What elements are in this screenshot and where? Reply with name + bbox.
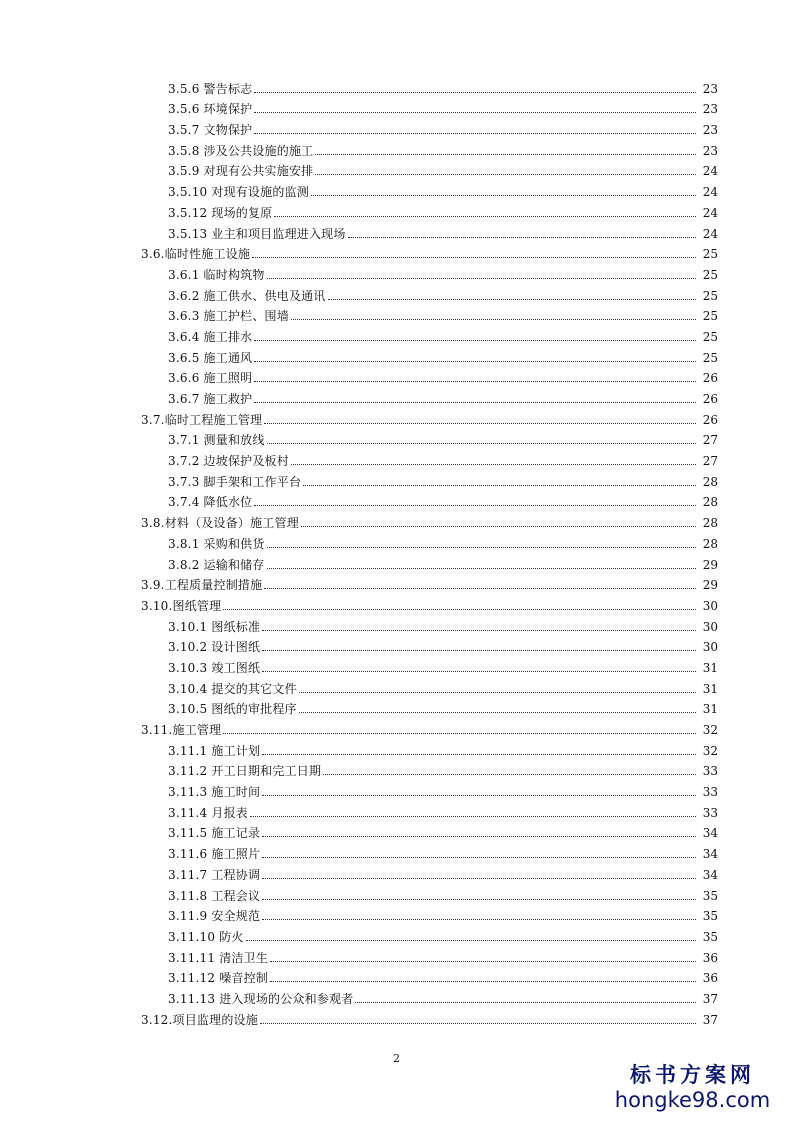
toc-entry-page: 29 bbox=[702, 578, 718, 593]
toc-dot-leader bbox=[274, 216, 696, 217]
toc-entry[interactable] bbox=[0, 716, 793, 737]
toc-entry[interactable] bbox=[0, 468, 793, 489]
toc-dot-leader bbox=[246, 940, 696, 941]
toc-dot-leader bbox=[254, 402, 696, 403]
toc-entry[interactable] bbox=[0, 985, 793, 1006]
toc-entry[interactable] bbox=[0, 509, 793, 530]
toc-dot-leader bbox=[291, 464, 696, 465]
toc-dot-leader bbox=[250, 816, 696, 817]
toc-entry-title: 3.11.9 安全规范 bbox=[168, 909, 261, 924]
toc-entry-page: 35 bbox=[702, 929, 718, 944]
toc-entry-title: 3.11.2 开工日期和完工日期 bbox=[168, 764, 322, 779]
toc-entry-page: 32 bbox=[702, 723, 718, 737]
toc-entry-title: 3.7.2 边坡保护及板村 bbox=[168, 454, 289, 469]
toc-dot-leader bbox=[328, 299, 696, 300]
toc-dot-leader bbox=[223, 609, 696, 610]
toc-dot-leader bbox=[301, 526, 696, 527]
toc-dot-leader bbox=[299, 712, 696, 713]
toc-entry[interactable] bbox=[0, 489, 793, 510]
toc-entry[interactable] bbox=[0, 365, 793, 386]
toc-entry[interactable] bbox=[0, 613, 793, 634]
toc-entry-title: 3.6.临时性施工设施 bbox=[141, 247, 251, 262]
toc-entry-title: 3.6.7 施工救护 bbox=[168, 392, 253, 406]
toc-entry-title: 3.11.11 清洁卫生 bbox=[168, 950, 269, 965]
toc-dot-leader bbox=[262, 899, 696, 900]
toc-entry-page: 31 bbox=[702, 702, 718, 717]
toc-entry-title: 3.11.1 施工计划 bbox=[168, 743, 261, 758]
toc-entry[interactable] bbox=[0, 427, 793, 448]
toc-entry[interactable] bbox=[0, 241, 793, 262]
toc-entry[interactable] bbox=[0, 137, 793, 158]
toc-entry-page: 35 bbox=[702, 888, 718, 903]
toc-entry-title: 3.6.3 施工护栏、围墙 bbox=[168, 309, 289, 324]
toc-entry-title: 3.11.3 施工时间 bbox=[168, 785, 261, 800]
toc-entry-title: 3.5.12 现场的复原 bbox=[168, 205, 273, 220]
toc-entry[interactable] bbox=[0, 696, 793, 717]
toc-entry-title: 3.5.13 业主和项目监理进入现场 bbox=[168, 226, 346, 241]
toc-dot-leader bbox=[264, 423, 696, 424]
toc-entry-title: 3.7.1 测量和放线 bbox=[168, 433, 265, 448]
site-watermark bbox=[610, 1063, 775, 1113]
toc-dot-leader bbox=[262, 878, 696, 879]
toc-dot-leader bbox=[254, 133, 696, 134]
toc-entry-page: 25 bbox=[702, 288, 718, 303]
toc-entry-title: 3.5.6 警告标志 bbox=[168, 81, 253, 96]
toc-entry-title: 3.10.2 设计图纸 bbox=[168, 640, 261, 655]
toc-entry-title: 3.11.6 施工照片 bbox=[168, 847, 261, 862]
toc-entry[interactable] bbox=[0, 1006, 793, 1027]
toc-entry-title: 3.10.5 图纸的审批程序 bbox=[168, 702, 297, 717]
toc-entry-title: 3.6.4 施工排水 bbox=[168, 329, 253, 344]
toc-entry-title: 3.7.3 脚手架和工作平台 bbox=[168, 474, 302, 489]
toc-entry-title: 3.5.8 涉及公共设施的施工 bbox=[168, 143, 314, 158]
toc-entry[interactable] bbox=[0, 303, 793, 324]
toc-entry[interactable] bbox=[0, 882, 793, 903]
toc-entry-page: 30 bbox=[702, 640, 718, 655]
toc-entry-title: 3.6.1 临时构筑物 bbox=[168, 267, 265, 282]
toc-entry[interactable] bbox=[0, 96, 793, 117]
toc-entry-page: 23 bbox=[702, 81, 718, 96]
toc-entry-page: 30 bbox=[702, 598, 718, 613]
toc-entry[interactable] bbox=[0, 530, 793, 551]
toc-dot-leader bbox=[355, 1002, 696, 1003]
toc-entry-title: 3.7.4 降低水位 bbox=[168, 495, 253, 510]
toc-entry-page: 35 bbox=[702, 909, 718, 924]
toc-entry[interactable] bbox=[0, 551, 793, 572]
toc-entry[interactable] bbox=[0, 675, 793, 696]
toc-entry-page: 23 bbox=[702, 123, 718, 138]
toc-entry-title: 3.11.8 工程会议 bbox=[168, 888, 261, 903]
toc-entry-page: 36 bbox=[702, 971, 718, 986]
toc-entry-page: 24 bbox=[702, 164, 718, 179]
toc-dot-leader bbox=[323, 774, 696, 775]
toc-entry-page: 32 bbox=[702, 743, 718, 758]
toc-entry-title: 3.9.工程质量控制措施 bbox=[141, 578, 263, 593]
toc-dot-leader bbox=[315, 154, 696, 155]
toc-entry[interactable] bbox=[0, 220, 793, 241]
toc-dot-leader bbox=[262, 919, 696, 920]
toc-entry[interactable] bbox=[0, 178, 793, 199]
toc-entry-page: 24 bbox=[702, 226, 718, 241]
toc-entry-page: 25 bbox=[702, 247, 718, 262]
toc-entry-title: 3.8.材料（及设备）施工管理 bbox=[141, 516, 299, 531]
toc-entry-page: 28 bbox=[702, 536, 718, 551]
toc-entry-page: 24 bbox=[702, 205, 718, 220]
toc-dot-leader bbox=[264, 588, 696, 589]
toc-entry[interactable] bbox=[0, 323, 793, 344]
toc-dot-leader bbox=[299, 692, 696, 693]
toc-entry[interactable] bbox=[0, 799, 793, 820]
toc-dot-leader bbox=[262, 857, 696, 858]
toc-entry[interactable] bbox=[0, 861, 793, 882]
toc-entry-title: 3.11.12 噪音控制 bbox=[168, 971, 269, 986]
toc-entry-title: 3.11.5 施工记录 bbox=[168, 826, 261, 841]
toc-entry[interactable] bbox=[0, 572, 793, 593]
toc-entry-page: 25 bbox=[702, 267, 718, 282]
toc-entry-page: 37 bbox=[702, 1012, 718, 1027]
toc-dot-leader bbox=[260, 1023, 696, 1024]
toc-dot-leader bbox=[348, 237, 696, 238]
toc-entry[interactable] bbox=[0, 116, 793, 137]
toc-entry-title: 3.11.13 进入现场的公众和参观者 bbox=[168, 991, 354, 1006]
toc-entry-title: 3.8.2 运输和储存 bbox=[168, 557, 265, 572]
toc-entry-page: 28 bbox=[702, 516, 718, 531]
toc-entry-title: 3.6.2 施工供水、供电及通讯 bbox=[168, 288, 326, 303]
toc-entry-title: 3.5.7 文物保护 bbox=[168, 123, 253, 138]
toc-dot-leader bbox=[262, 650, 696, 651]
toc-entry-page: 23 bbox=[702, 143, 718, 158]
toc-dot-leader bbox=[311, 195, 696, 196]
toc-entry-page: 31 bbox=[702, 660, 718, 675]
toc-entry[interactable] bbox=[0, 737, 793, 758]
toc-entry-page: 33 bbox=[702, 785, 718, 800]
toc-entry-title: 3.11.7 工程协调 bbox=[168, 867, 261, 882]
toc-entry-page: 26 bbox=[702, 392, 718, 406]
toc-entry-page: 25 bbox=[702, 329, 718, 344]
toc-entry-title: 3.5.9 对现有公共实施安排 bbox=[168, 164, 314, 179]
table-of-contents bbox=[0, 75, 793, 1027]
toc-dot-leader bbox=[315, 174, 696, 175]
toc-entry-title: 3.12.项目监理的设施 bbox=[141, 1012, 258, 1027]
toc-entry-page: 36 bbox=[702, 950, 718, 965]
toc-dot-leader bbox=[262, 754, 696, 755]
toc-entry-page: 33 bbox=[702, 805, 718, 820]
toc-entry-title: 3.6.6 施工照明 bbox=[168, 371, 253, 386]
toc-entry[interactable] bbox=[0, 903, 793, 924]
toc-entry-page: 31 bbox=[702, 681, 718, 696]
toc-entry-title: 3.11.施工管理 bbox=[141, 723, 222, 737]
toc-dot-leader bbox=[254, 381, 696, 382]
toc-dot-leader bbox=[254, 340, 696, 341]
toc-dot-leader bbox=[262, 836, 696, 837]
toc-dot-leader bbox=[267, 443, 696, 444]
toc-entry[interactable] bbox=[0, 592, 793, 613]
toc-entry[interactable] bbox=[0, 944, 793, 965]
toc-entry-title: 3.11.4 月报表 bbox=[168, 805, 248, 820]
toc-dot-leader bbox=[270, 961, 696, 962]
toc-entry-page: 30 bbox=[702, 619, 718, 634]
toc-entry[interactable] bbox=[0, 923, 793, 944]
toc-entry-title: 3.11.10 防火 bbox=[168, 929, 244, 944]
toc-entry[interactable] bbox=[0, 261, 793, 282]
toc-entry-page: 34 bbox=[702, 847, 718, 862]
toc-entry-page: 28 bbox=[702, 474, 718, 489]
toc-entry-page: 34 bbox=[702, 867, 718, 882]
toc-entry[interactable] bbox=[0, 282, 793, 303]
toc-dot-leader bbox=[267, 547, 696, 548]
toc-entry-page: 34 bbox=[702, 826, 718, 841]
toc-entry[interactable] bbox=[0, 758, 793, 779]
toc-entry-page: 25 bbox=[702, 350, 718, 365]
toc-entry-page: 26 bbox=[702, 412, 718, 427]
toc-entry-title: 3.6.5 施工通风 bbox=[168, 350, 253, 365]
toc-entry-title: 3.5.10 对现有设施的监测 bbox=[168, 185, 309, 200]
toc-dot-leader bbox=[252, 257, 696, 258]
watermark-title: 标书方案网 bbox=[630, 1063, 755, 1087]
toc-entry[interactable] bbox=[0, 965, 793, 986]
toc-entry[interactable] bbox=[0, 199, 793, 220]
toc-entry-page: 27 bbox=[702, 454, 718, 469]
toc-entry-page: 33 bbox=[702, 764, 718, 779]
toc-entry[interactable] bbox=[0, 406, 793, 427]
toc-entry-title: 3.10.4 提交的其它文件 bbox=[168, 681, 297, 696]
toc-dot-leader bbox=[254, 361, 696, 362]
toc-dot-leader bbox=[262, 630, 696, 631]
toc-entry-page: 37 bbox=[702, 991, 718, 1006]
toc-entry-page: 25 bbox=[702, 309, 718, 324]
toc-entry[interactable] bbox=[0, 75, 793, 96]
toc-dot-leader bbox=[291, 319, 696, 320]
toc-entry[interactable] bbox=[0, 447, 793, 468]
watermark-url: hongke98.com bbox=[614, 1088, 771, 1112]
toc-entry-page: 27 bbox=[702, 433, 718, 448]
toc-dot-leader bbox=[254, 505, 696, 506]
toc-dot-leader bbox=[254, 112, 696, 113]
toc-dot-leader bbox=[267, 568, 696, 569]
toc-entry[interactable] bbox=[0, 820, 793, 841]
toc-entry-page: 24 bbox=[702, 185, 718, 200]
toc-entry-page: 26 bbox=[702, 371, 718, 386]
toc-entry[interactable] bbox=[0, 158, 793, 179]
toc-entry-page: 28 bbox=[702, 495, 718, 510]
toc-entry-title: 3.7.临时工程施工管理 bbox=[141, 412, 263, 427]
toc-entry[interactable] bbox=[0, 654, 793, 675]
toc-dot-leader bbox=[303, 485, 696, 486]
toc-entry-page: 23 bbox=[702, 102, 718, 117]
toc-entry-page: 29 bbox=[702, 557, 718, 572]
toc-entry[interactable] bbox=[0, 634, 793, 655]
toc-entry-title: 3.8.1 采购和供货 bbox=[168, 536, 265, 551]
toc-dot-leader bbox=[254, 92, 696, 93]
toc-entry[interactable] bbox=[0, 778, 793, 799]
toc-dot-leader bbox=[223, 733, 696, 734]
toc-entry[interactable] bbox=[0, 385, 793, 406]
toc-entry[interactable] bbox=[0, 840, 793, 861]
toc-entry[interactable] bbox=[0, 344, 793, 365]
toc-entry-title: 3.5.6 环境保护 bbox=[168, 102, 253, 117]
page-number: 2 bbox=[393, 1052, 400, 1065]
toc-dot-leader bbox=[267, 278, 696, 279]
toc-entry-title: 3.10.1 图纸标准 bbox=[168, 619, 261, 634]
toc-entry-title: 3.10.3 竣工图纸 bbox=[168, 660, 261, 675]
toc-entry-title: 3.10.图纸管理 bbox=[141, 598, 222, 613]
toc-dot-leader bbox=[262, 795, 696, 796]
toc-dot-leader bbox=[270, 981, 696, 982]
toc-dot-leader bbox=[262, 671, 696, 672]
